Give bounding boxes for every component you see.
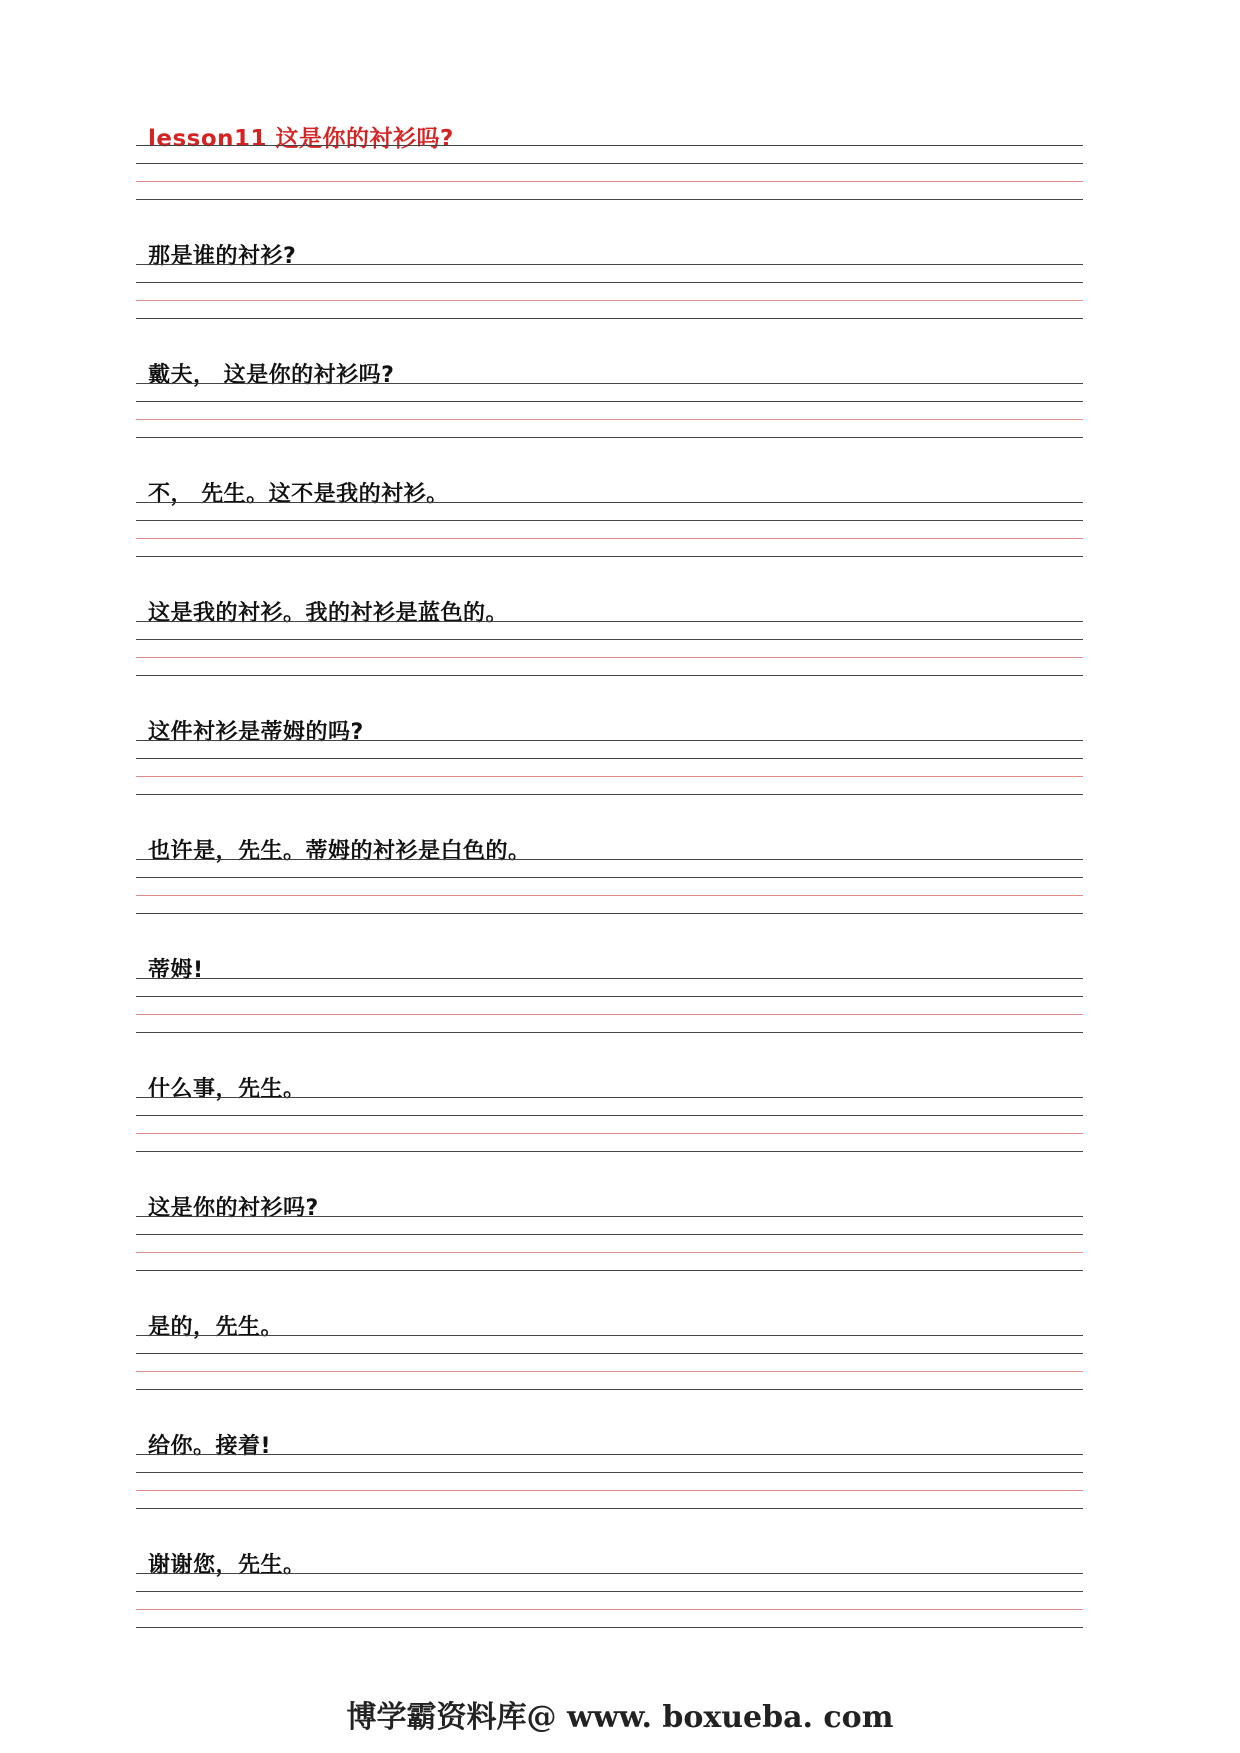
writing-rule-red	[136, 1133, 1083, 1134]
practice-line-block	[136, 695, 1083, 814]
practice-sentence: 蒂姆!	[148, 958, 204, 983]
writing-rule	[136, 1032, 1083, 1033]
writing-rule	[136, 1151, 1083, 1152]
writing-rule	[136, 199, 1083, 200]
writing-rule	[136, 1270, 1083, 1271]
practice-sentence: 这件衬衫是蒂姆的吗?	[148, 720, 364, 745]
writing-rule-red	[136, 1371, 1083, 1372]
writing-rule-red	[136, 1490, 1083, 1491]
writing-rule-red	[136, 776, 1083, 777]
writing-rule	[136, 758, 1083, 759]
writing-rule	[136, 913, 1083, 914]
writing-rule	[136, 621, 1083, 622]
writing-rule-red	[136, 1014, 1083, 1015]
practice-sentence: 这是你的衬衫吗?	[148, 1196, 319, 1221]
writing-rule	[136, 502, 1083, 503]
footer-watermark: 博学霸资料库@ www. boxueba. com	[346, 1700, 894, 1735]
writing-rule	[136, 145, 1083, 146]
practice-line-block	[136, 1052, 1083, 1171]
practice-sentence: 是的，先生。	[148, 1315, 284, 1340]
writing-rule	[136, 383, 1083, 384]
writing-rule	[136, 877, 1083, 878]
writing-rule-red	[136, 181, 1083, 182]
writing-rule	[136, 1335, 1083, 1336]
writing-rule	[136, 264, 1083, 265]
writing-rule	[136, 1115, 1083, 1116]
practice-line-block	[136, 1528, 1083, 1647]
writing-rule	[136, 1234, 1083, 1235]
writing-rule	[136, 1353, 1083, 1354]
writing-rule-red	[136, 1252, 1083, 1253]
writing-rule	[136, 1097, 1083, 1098]
writing-rule	[136, 794, 1083, 795]
practice-line-block	[136, 576, 1083, 695]
writing-rule	[136, 318, 1083, 319]
writing-rule	[136, 639, 1083, 640]
practice-sentence: 那是谁的衬衫?	[148, 244, 297, 269]
writing-rule-red	[136, 300, 1083, 301]
practice-line-block	[136, 933, 1083, 1052]
writing-rule	[136, 437, 1083, 438]
writing-rule	[136, 996, 1083, 997]
lesson-title: lesson11 这是你的衬衫吗?	[148, 126, 454, 152]
writing-rule-red	[136, 657, 1083, 658]
writing-rule	[136, 1454, 1083, 1455]
practice-line-block	[136, 1171, 1083, 1290]
practice-sentence: 谢谢您，先生。	[148, 1553, 306, 1578]
practice-line-block	[136, 457, 1083, 576]
writing-rule	[136, 1591, 1083, 1592]
writing-rule-red	[136, 1609, 1083, 1610]
writing-rule	[136, 859, 1083, 860]
practice-sentence: 不， 先生。这不是我的衬衫。	[148, 482, 449, 507]
practice-sentence: 给你。接着!	[148, 1434, 272, 1459]
writing-rule	[136, 1472, 1083, 1473]
writing-rule-red	[136, 538, 1083, 539]
writing-rule	[136, 282, 1083, 283]
writing-rule	[136, 1389, 1083, 1390]
writing-rule	[136, 520, 1083, 521]
writing-rule	[136, 401, 1083, 402]
writing-rule	[136, 163, 1083, 164]
writing-rule	[136, 1573, 1083, 1574]
worksheet-page	[136, 0, 1083, 1753]
writing-rule	[136, 556, 1083, 557]
practice-sentence: 戴夫， 这是你的衬衫吗?	[148, 363, 395, 388]
writing-rule	[136, 675, 1083, 676]
practice-line-block	[136, 1409, 1083, 1528]
writing-rule-red	[136, 895, 1083, 896]
practice-sentence: 这是我的衬衫。我的衬衫是蓝色的。	[148, 601, 509, 626]
writing-rule	[136, 740, 1083, 741]
writing-rule	[136, 978, 1083, 979]
writing-rule	[136, 1627, 1083, 1628]
practice-line-block	[136, 338, 1083, 457]
practice-sentence: 也许是，先生。蒂姆的衬衫是白色的。	[148, 839, 531, 864]
lesson-title-block	[136, 100, 1083, 219]
writing-rule	[136, 1508, 1083, 1509]
practice-line-block	[136, 1290, 1083, 1409]
practice-line-block	[136, 219, 1083, 338]
writing-rule-red	[136, 419, 1083, 420]
practice-line-block	[136, 814, 1083, 933]
practice-sentence: 什么事，先生。	[148, 1077, 306, 1102]
writing-rule	[136, 1216, 1083, 1217]
